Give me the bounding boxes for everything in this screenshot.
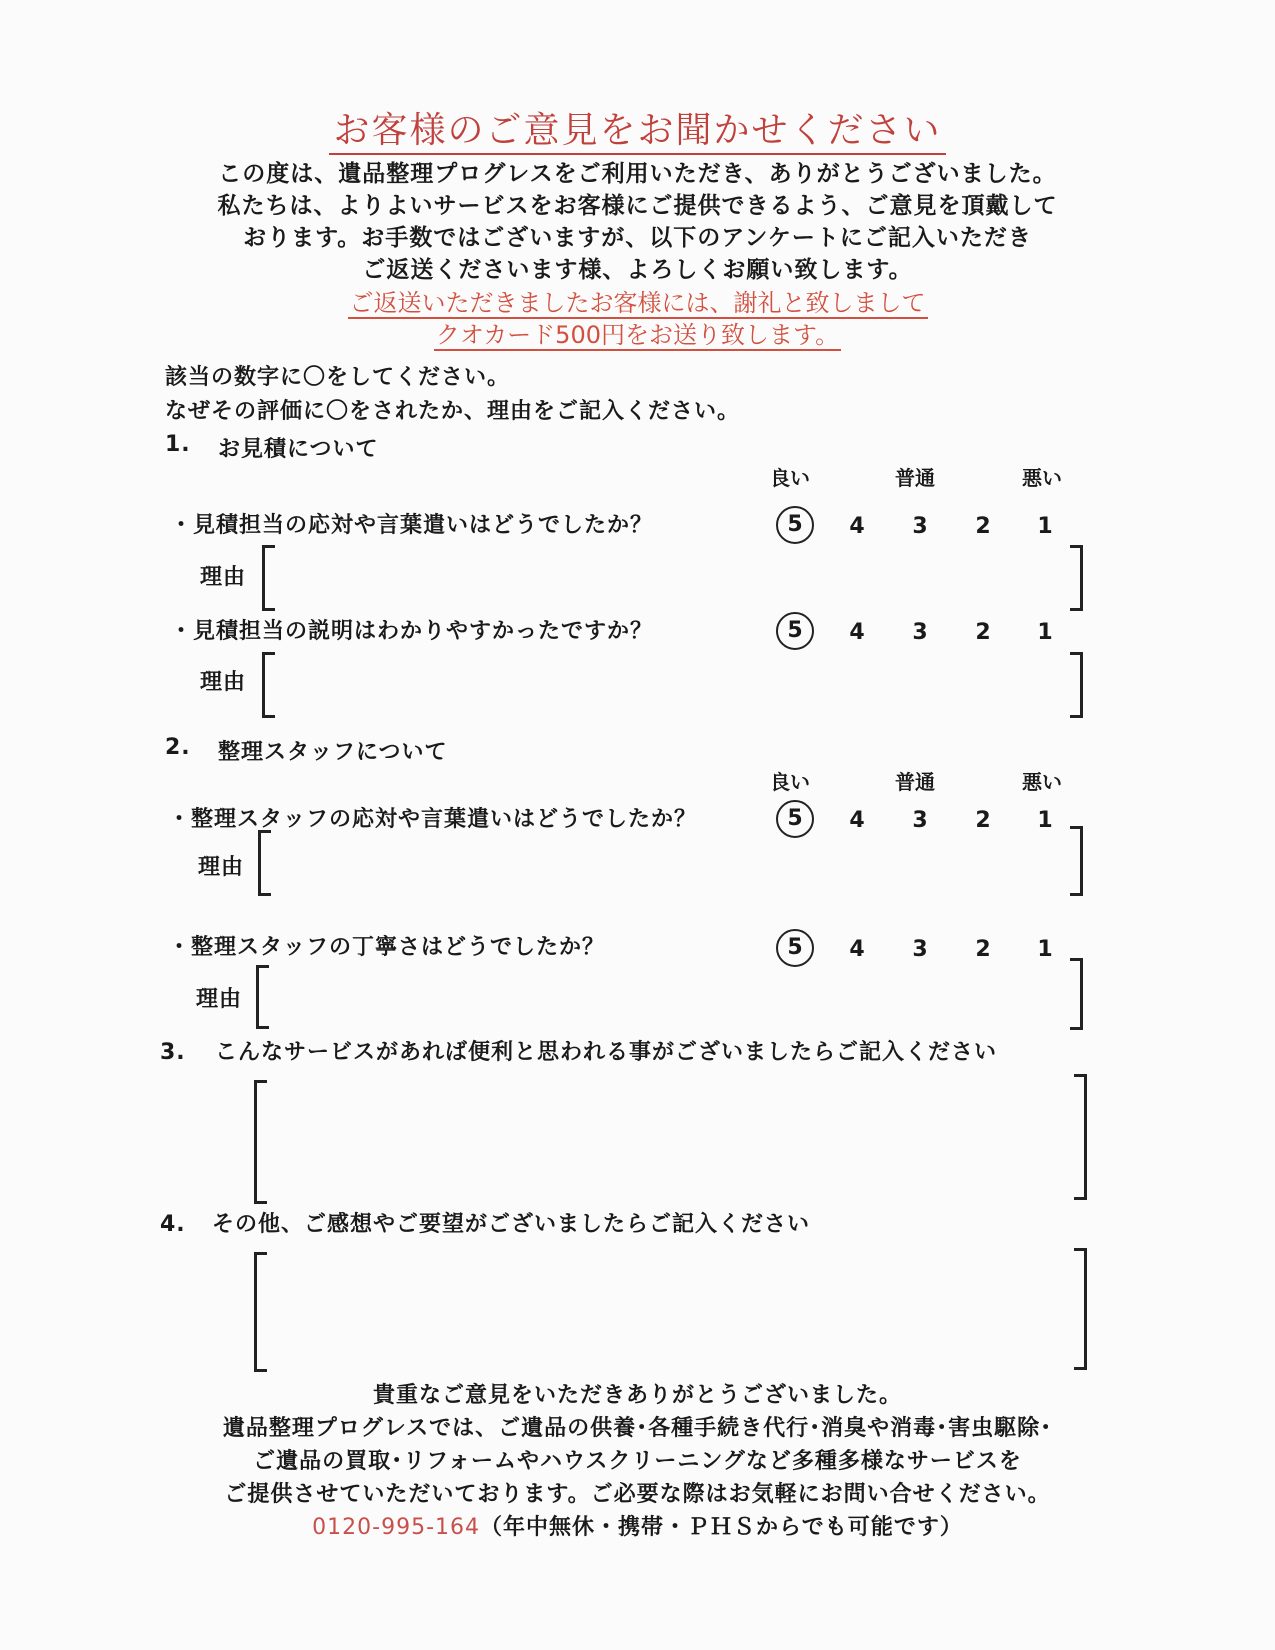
rating-3[interactable]: 3	[912, 808, 928, 833]
bracket-left	[258, 830, 271, 896]
reason-label: 理由	[198, 855, 245, 880]
phone-number[interactable]: 0120-995-164	[312, 1515, 481, 1540]
section-3-number: 3.	[160, 1040, 186, 1065]
section-2-title: 整理スタッフについて	[218, 740, 448, 765]
bracket-right	[1074, 1248, 1087, 1370]
section-4-number: 4.	[160, 1212, 186, 1237]
rating-4[interactable]: 4	[849, 808, 865, 833]
intro-line-4: ご返送くださいます様、よろしくお願い致します。	[362, 257, 913, 283]
instruction-1: 該当の数字に〇をしてください。	[165, 365, 511, 390]
reward-line-2: クオカード500円をお送り致します。	[435, 321, 840, 349]
reason-label: 理由	[200, 565, 247, 590]
section-3-title: こんなサービスがあれば便利と思われる事がございましたらご記入ください	[215, 1040, 998, 1065]
section-1-title: お見積について	[218, 437, 379, 462]
bracket-right	[1070, 652, 1083, 718]
rating-3[interactable]: 3	[912, 514, 928, 539]
bracket-left	[262, 545, 275, 611]
rating-2[interactable]: 2	[975, 808, 991, 833]
rating-4[interactable]: 4	[849, 937, 865, 962]
section-4-title: その他、ご感想やご要望がございましたらご記入ください	[212, 1212, 811, 1237]
phone-note: （年中無休・携帯・ＰＨＳからでも可能です）	[480, 1515, 963, 1540]
instruction-2: なぜその評価に〇をされたか、理由をご記入ください。	[165, 399, 741, 424]
scale-label-bad: 悪い	[1022, 466, 1062, 490]
footer-line-2: 遺品整理プログレスでは、ご遺品の供養･各種手続き代行･消臭や消毒･害虫駆除･	[222, 1416, 1053, 1441]
intro-line-2: 私たちは、よりよいサービスをお客様にご提供できるよう、ご意見を頂戴して	[217, 193, 1058, 219]
question-text: ・整理スタッフの丁寧さはどうでしたか？	[168, 935, 606, 960]
rating-1[interactable]: 1	[1037, 937, 1053, 962]
rating-2[interactable]: 2	[975, 514, 991, 539]
bracket-left	[254, 1080, 267, 1204]
bracket-left	[254, 1252, 267, 1372]
intro-line-3: おります。お手数ではございますが、以下のアンケートにご記入いただき	[243, 225, 1032, 251]
section-1-number: 1.	[165, 432, 191, 457]
rating-2[interactable]: 2	[975, 620, 991, 645]
bracket-right	[1070, 958, 1083, 1030]
reason-label: 理由	[200, 670, 247, 695]
bracket-left	[256, 965, 269, 1029]
scale-label-bad: 悪い	[1022, 770, 1062, 794]
rating-5-selected[interactable]: 5	[776, 506, 814, 544]
bracket-right	[1074, 1074, 1087, 1200]
rating-3[interactable]: 3	[912, 620, 928, 645]
section-2-number: 2.	[165, 735, 191, 760]
question-text: ・整理スタッフの応対や言葉遣いはどうでしたか？	[168, 807, 698, 832]
question-text: ・見積担当の説明はわかりやすかったですか？	[170, 619, 654, 644]
scale-label-good: 良い	[770, 466, 810, 490]
bracket-right	[1070, 826, 1083, 896]
scale-label-normal: 普通	[895, 770, 935, 794]
intro-line-1: この度は、遺品整理プログレスをご利用いただき、ありがとうございました。	[218, 161, 1057, 187]
rating-5-selected[interactable]: 5	[776, 612, 814, 650]
rating-5-selected[interactable]: 5	[776, 800, 814, 838]
rating-2[interactable]: 2	[975, 937, 991, 962]
footer-line-3: ご遺品の買取･リフォームやハウスクリーニングなど多種多様なサービスを	[253, 1449, 1022, 1474]
footer-line-4: ご提供させていただいております。ご必要な際はお気軽にお問い合せください。	[224, 1482, 1051, 1507]
reward-line-1: ご返送いただきましたお客様には、謝礼と致しまして	[349, 289, 926, 317]
bracket-left	[262, 652, 275, 718]
rating-4[interactable]: 4	[849, 620, 865, 645]
rating-3[interactable]: 3	[912, 937, 928, 962]
rating-5-selected[interactable]: 5	[776, 929, 814, 967]
reason-label: 理由	[196, 987, 243, 1012]
scale-label-normal: 普通	[895, 466, 935, 490]
footer-contact	[0, 1510, 1275, 1541]
question-text: ・見積担当の応対や言葉遣いはどうでしたか？	[170, 513, 654, 538]
rating-1[interactable]: 1	[1037, 808, 1053, 833]
rating-1[interactable]: 1	[1037, 620, 1053, 645]
scale-label-good: 良い	[770, 770, 810, 794]
rating-1[interactable]: 1	[1037, 514, 1053, 539]
page-title: お客様のご意見をお聞かせください	[0, 102, 1275, 153]
bracket-right	[1070, 545, 1083, 611]
footer-thanks: 貴重なご意見をいただきありがとうございました。	[372, 1383, 902, 1408]
rating-4[interactable]: 4	[849, 514, 865, 539]
